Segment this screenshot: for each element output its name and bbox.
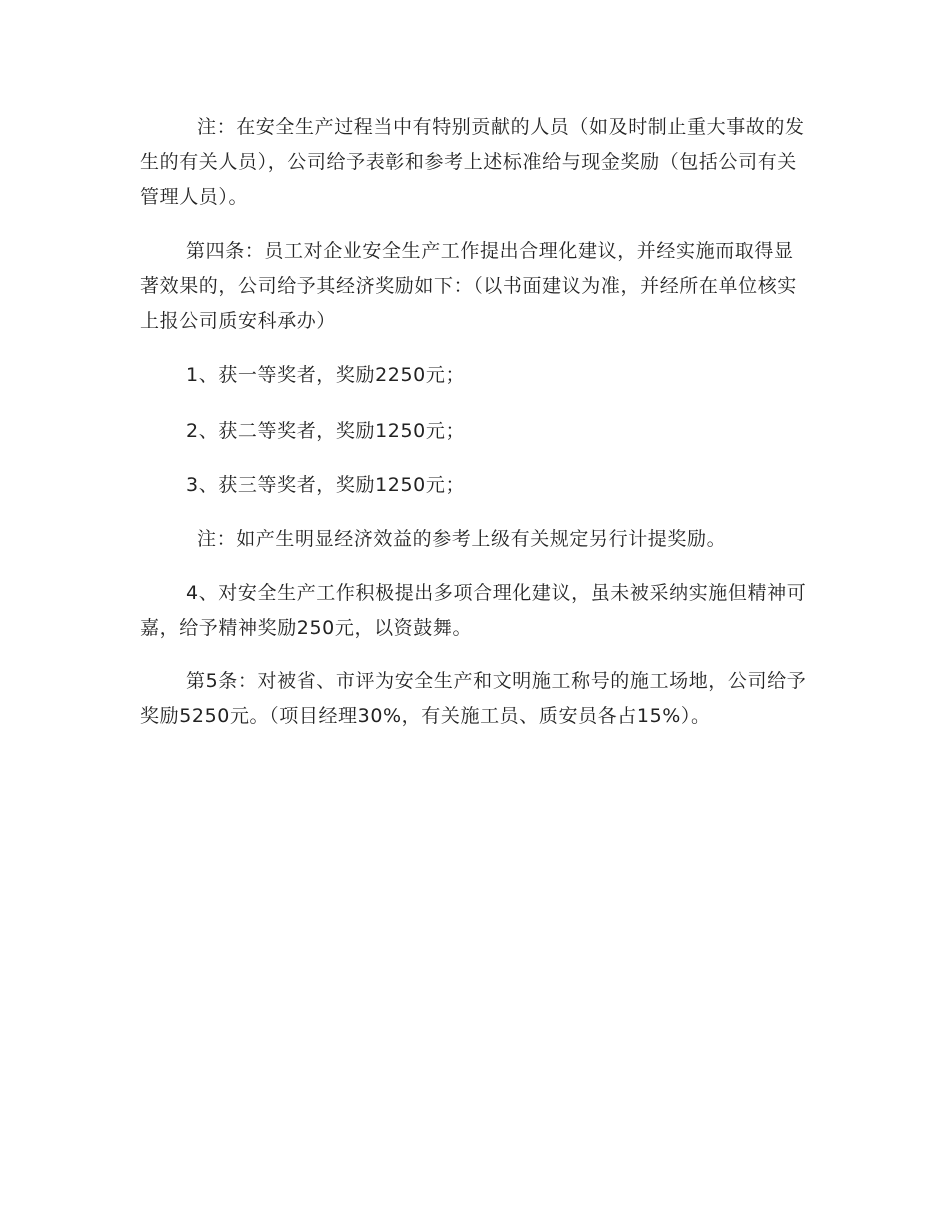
article-4-rationalization-proposals: 第四条：员工对企业安全生产工作提出合理化建议，并经实施而取得显著效果的，公司给予其经济奖励如下：（以书面建议为准，并经所在单位核实上报公司质安科承办） xyxy=(140,240,797,332)
list-item-spiritual-reward: 4、对安全生产工作积极提出多项合理化建议，虽未被采纳实施但精神可嘉，给予精神奖励250元，以资鼓舞。 xyxy=(140,582,807,639)
note-special-contribution: 注：在安全生产过程当中有特别贡献的人员（如及时制止重大事故的发生的有关人员），公司给予表彰和参考上述标准给与现金奖励（包括公司有关管理人员）。 xyxy=(140,116,805,208)
list-item-first-prize: 1、获一等奖者，奖励2250元； xyxy=(186,364,466,386)
list-item-third-prize: 3、获三等奖者，奖励1250元； xyxy=(186,474,466,496)
note-economic-benefit: 注：如产生明显经济效益的参考上级有关规定另行计提奖励。 xyxy=(197,528,727,550)
article-5-site-award: 第5条：对被省、市评为安全生产和文明施工称号的施工场地，公司给予奖励5250元。（项目经理30%，有关施工员、质安员各占15%）。 xyxy=(140,670,807,727)
list-item-second-prize: 2、获二等奖者，奖励1250元； xyxy=(186,420,466,442)
